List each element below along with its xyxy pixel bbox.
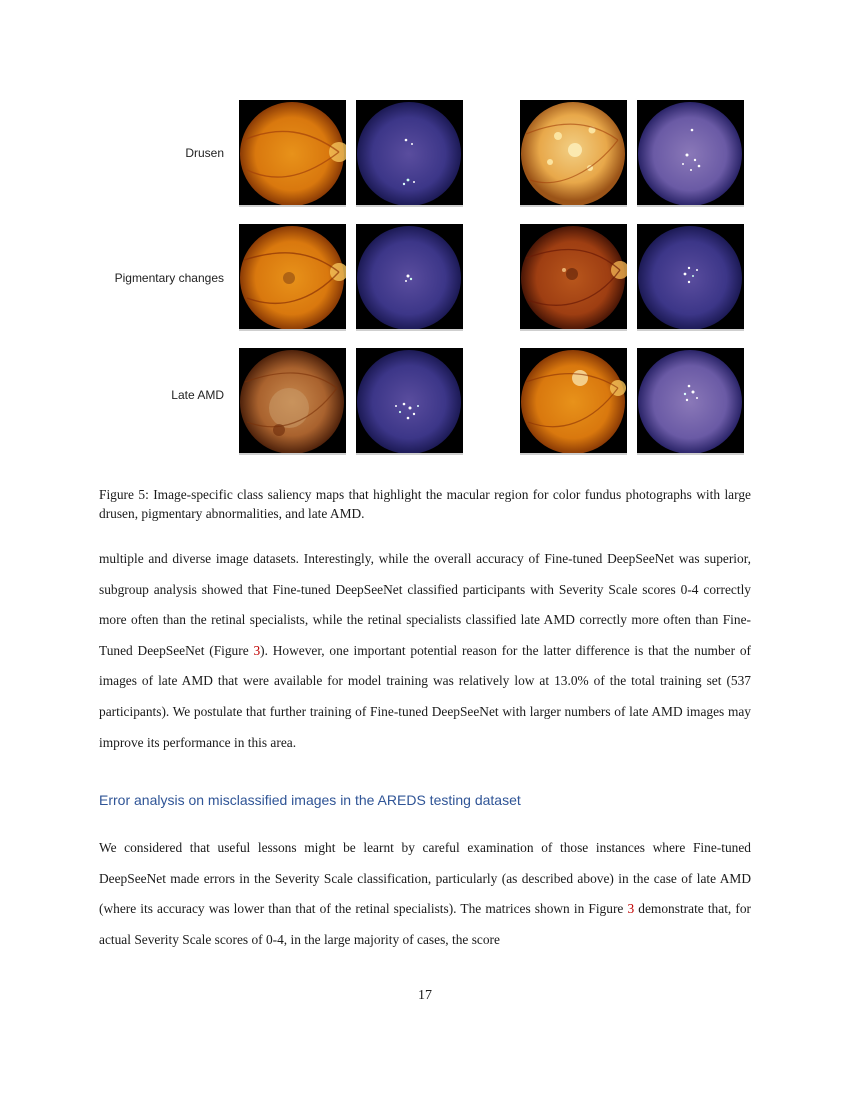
saliency-map-drusen-1: [356, 100, 463, 207]
figure-reference-link[interactable]: 3: [253, 642, 261, 658]
saliency-map-late-amd-2: [637, 348, 744, 455]
fundus-photo-drusen-2: [520, 100, 627, 207]
body-paragraph-2: [99, 833, 751, 955]
section-title: Error analysis on misclassified images in the AREDS testing dataset: [99, 792, 521, 808]
paragraph-text: We considered that useful lessons might be learnt by careful examination of those instances where Fine-tuned DeepSeeNet made errors in the Severity Scale classification, particularly (as described above) in the case of late AMD (where its accuracy was lower than that of the retinal specialists). The matrices shown in Figure: [99, 840, 751, 917]
saliency-map-pigmentary-2: [637, 224, 744, 331]
figure-reference-link[interactable]: 3: [627, 901, 635, 917]
fundus-photo-pigmentary-2: [520, 224, 627, 331]
fundus-photo-late-amd-2: [520, 348, 627, 455]
figure-caption: Figure 5: Image-specific class saliency maps that highlight the macular region for color fundus photographs with large drusen, pigmentary abnormalities, and late AMD.: [99, 487, 751, 521]
fundus-photo-drusen-1: [239, 100, 346, 207]
saliency-map-late-amd-1: [356, 348, 463, 455]
fundus-photo-pigmentary-1: [239, 224, 346, 331]
row-label-pigmentary-changes: Pigmentary changes: [114, 271, 224, 285]
fundus-photo-late-amd-1: [239, 348, 346, 455]
row-label-drusen: Drusen: [185, 146, 224, 160]
body-paragraph-1: [99, 544, 751, 758]
saliency-map-drusen-2: [637, 100, 744, 207]
paragraph-text: multiple and diverse image datasets. Interestingly, while the overall accuracy of Fine-tuned DeepSeeNet was superior, subgroup analysis showed that Fine-tuned DeepSeeNet classified participants with Severity Scale scores 0-4 correctly more often than the retinal specialists, while the retinal specialists classified late AMD correctly more often than Fine-Tuned DeepSeeNet (Figure: [99, 551, 751, 658]
page-number: 17: [418, 988, 432, 1003]
paragraph-text: ). However, one important potential reason for the latter difference is that the number of images of late AMD that were available for model training was relatively low at 13.0% of the total training set (537 participants). We postulate that further training of Fine-tuned DeepSeeNet with larger numbers of late AMD images may improve its performance in this area.: [99, 642, 751, 750]
saliency-map-pigmentary-1: [356, 224, 463, 331]
paragraph-text: demonstrate that, for actual Severity Scale scores of 0-4, in the large majority of cases, the score: [99, 901, 751, 947]
row-label-late-amd: Late AMD: [171, 388, 224, 402]
